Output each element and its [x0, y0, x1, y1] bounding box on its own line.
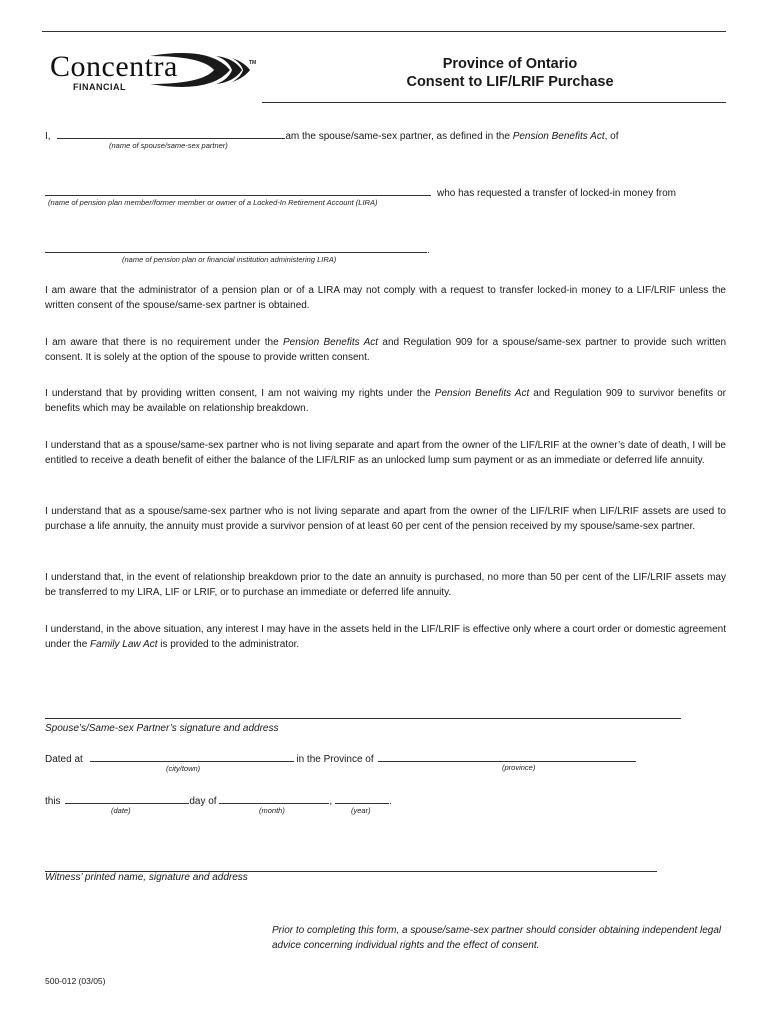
paragraph-3 [45, 387, 726, 416]
paragraph-6: I understand that, in the event of relationship breakdown prior to the date an annuity is purchased, no more than 50 per cent of the LIF/LRIF assets may be transferred to my LIRA, LIF or LRIF, or to purchase an immediate or deferred life annuity. [45, 572, 726, 598]
intro-act: Pension Benefits Act [512, 131, 605, 142]
in-province-label: in the Province of [296, 754, 374, 765]
caption-member-name: (name of pension plan member/former member or owner of a Locked-In Retirement Account (LIRA) [48, 198, 378, 207]
month-field[interactable] [219, 793, 329, 804]
form-title-line2: Consent to LIF/LRIF Purchase [406, 74, 614, 90]
caption-year: (year) [351, 806, 371, 815]
intro-middle: am the spouse/same-sex partner, as defined in the [285, 131, 510, 142]
paragraph-2 [45, 336, 726, 365]
paragraph-3-text-b: and Regulation 909 to survivor benefits or benefits which may be available on relationship breakdown. [45, 388, 727, 414]
paragraph-2-text-a: I am aware that there is no requirement under the [45, 337, 283, 348]
paragraph-7-text-a: I understand, in the above situation, any interest I may have in the assets held in the LIF/LRIF is effective only where a court order or domestic agreement under the [45, 624, 726, 650]
spouse-signature-label [45, 722, 278, 737]
date-field[interactable] [65, 793, 189, 804]
paragraph-7 [45, 623, 726, 652]
caption-province: (province) [502, 763, 536, 772]
date-period: . [388, 796, 392, 807]
logo-subtitle: FINANCIAL [73, 82, 126, 92]
member-name-field[interactable] [45, 185, 431, 196]
paragraph-2-act: Pension Benefits Act [283, 337, 379, 348]
year-field[interactable] [335, 793, 389, 804]
spouse-signature-label-text: Spouse’s/Same-sex Partner’s signature and address [45, 723, 279, 734]
paragraph-3-act: Pension Benefits Act [434, 388, 530, 399]
legal-advice-note [272, 924, 728, 953]
paragraph-2-text-b: and Regulation 909 for a spouse/same-sex partner to provide such written consent. It is solely at the option of the spouse to provide written consent. [45, 337, 727, 363]
spouse-signature-line[interactable] [45, 718, 681, 719]
caption-city: (city/town) [166, 764, 201, 773]
caption-month: (month) [259, 806, 285, 815]
form-title-line1: Province of Ontario [442, 56, 578, 72]
intro-line2-text: who has requested a transfer of locked-in money from [437, 188, 677, 199]
date-line [45, 793, 392, 810]
date-comma: , [329, 796, 333, 807]
header-rule [262, 102, 726, 103]
paragraph-7-text-b: is provided to the administrator. [157, 638, 300, 650]
legal-advice-text: Prior to completing this form, a spouse/same-sex partner should consider obtaining independent legal advice concerning individual rights and the effect of consent. [272, 925, 722, 951]
caption-spouse-name: (name of spouse/same-sex partner) [109, 141, 228, 150]
paragraph-7-act: Family Law Act [90, 638, 158, 650]
plan-name-field[interactable] [45, 242, 427, 253]
logo-trademark: TM [249, 60, 257, 66]
dated-at-label: Dated at [45, 754, 83, 765]
caption-date: (date) [111, 806, 131, 815]
paragraph-1: I am aware that the administrator of a pension plan or of a LIRA may not comply with a request to transfer locked-in money to a LIF/LRIF unless the written consent of the spouse/same-sex partner is obtained. [45, 285, 726, 311]
intro-line3-end: . [427, 245, 430, 256]
logo-swoosh-icon [150, 50, 252, 90]
intro-suffix: , of [604, 131, 619, 142]
this-label: this [45, 796, 61, 807]
paragraph-3-text-a: I understand that by providing written consent, I am not waiving my rights under the [45, 388, 435, 399]
province-field[interactable] [378, 751, 636, 762]
intro-prefix: I, [45, 131, 51, 142]
city-field[interactable] [90, 751, 294, 762]
top-rule [42, 31, 726, 32]
witness-signature-label-text: Witness’ printed name, signature and address [45, 872, 248, 883]
spouse-name-field[interactable] [57, 128, 285, 139]
paragraph-5: I understand that as a spouse/same-sex partner who is not living separate and apart from the owner of the LIF/LRIF when LIF/LRIF assets are used to purchase a life annuity, the annuity must provide a survivor pension of at least 60 per cent of the pension received by my spouse/same-sex partner. [45, 506, 726, 532]
dated-at-line [45, 751, 636, 768]
witness-signature-label [45, 871, 248, 886]
logo-wordmark: Concentra [50, 50, 178, 83]
paragraph-4: I understand that as a spouse/same-sex partner who is not living separate and apart from the owner of the LIF/LRIF at the owner’s date of death, I will be entitled to receive a death benefit of either the balance of the LIF/LRIF as an unlocked lump sum payment or as an immediate or deferred life annuity. [45, 440, 726, 466]
day-of-label: day of [189, 796, 217, 807]
form-number: 500-012 (03/05) [45, 976, 106, 986]
caption-plan-name: (name of pension plan or financial institution administering LIRA) [122, 255, 337, 264]
